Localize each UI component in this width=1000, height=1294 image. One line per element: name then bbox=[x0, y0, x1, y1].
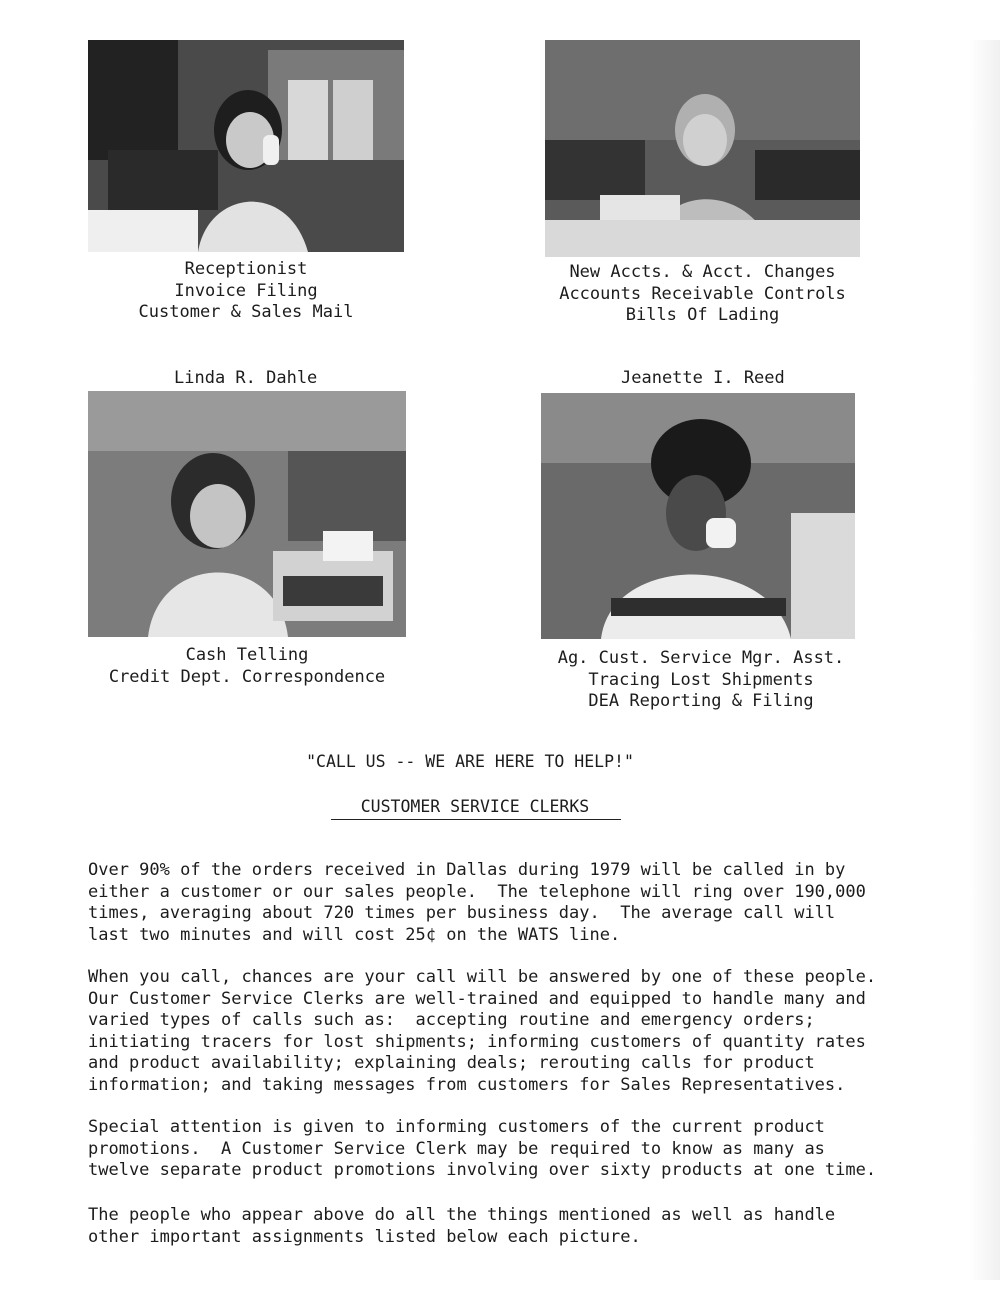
caption-line: Ag. Cust. Service Mgr. Asst. bbox=[557, 648, 845, 668]
caption-line: Credit Dept. Correspondence bbox=[108, 666, 386, 687]
person-name: Linda R. Dahle bbox=[174, 368, 318, 388]
caption-photo-4 bbox=[541, 648, 861, 713]
caption-line: DEA Reporting & Filing bbox=[588, 691, 814, 711]
photo-service-mgr-assistant bbox=[541, 393, 855, 639]
caption-photo-3 bbox=[88, 645, 406, 688]
caption-line: Tracing Lost Shipments bbox=[588, 669, 814, 690]
paragraph: When you call, chances are your call will be answered by one of these people. Our Customer Service Clerks are well-trained and equipped to handle many and varied types of calls such as: accepting routine and emergency orders; initiating tracers for lost shipments; informing customers of quantity rates and product availability; explaining deals; rerouting calls for product information; and taking messages from customers for Sales Representatives. bbox=[88, 967, 877, 1095]
photo-cash-telling-clerk bbox=[88, 391, 406, 637]
caption-line: Cash Telling bbox=[185, 645, 309, 665]
caption-line: Bills Of Lading bbox=[625, 305, 780, 325]
photo-accounts-clerk bbox=[545, 40, 860, 257]
caption-line: New Accts. & Acct. Changes bbox=[569, 262, 836, 282]
page-edge-shadow bbox=[970, 40, 1000, 1280]
slogan: "CALL US -- WE ARE HERE TO HELP!" bbox=[306, 752, 634, 771]
caption-line: Accounts Receivable Controls bbox=[559, 283, 846, 304]
section-heading: CUSTOMER SERVICE CLERKS bbox=[360, 797, 590, 816]
caption-line: Receptionist bbox=[184, 259, 308, 279]
heading-underline bbox=[331, 819, 621, 820]
person-name: Jeanette I. Reed bbox=[621, 368, 785, 388]
photo-receptionist bbox=[88, 40, 404, 252]
paragraph: Over 90% of the orders received in Dallas during 1979 will be called in by either a customer or our sales people. The telephone will ring over 190,000 times, averaging about 720 times per business day. The average call will last two minutes and will cost 25¢ on the WATS line. bbox=[88, 860, 866, 945]
caption-line: Invoice Filing bbox=[174, 280, 318, 301]
caption-line: Customer & Sales Mail bbox=[138, 302, 354, 322]
paragraph: The people who appear above do all the things mentioned as well as handle other important assignments listed below each picture. bbox=[88, 1205, 836, 1247]
caption-photo-2 bbox=[545, 262, 860, 327]
caption-photo-1 bbox=[88, 259, 404, 324]
paragraph: Special attention is given to informing customers of the current product promotions. A Customer Service Clerk may be required to know as many as twelve separate product promotions involving over sixty products at one time. bbox=[88, 1117, 877, 1180]
